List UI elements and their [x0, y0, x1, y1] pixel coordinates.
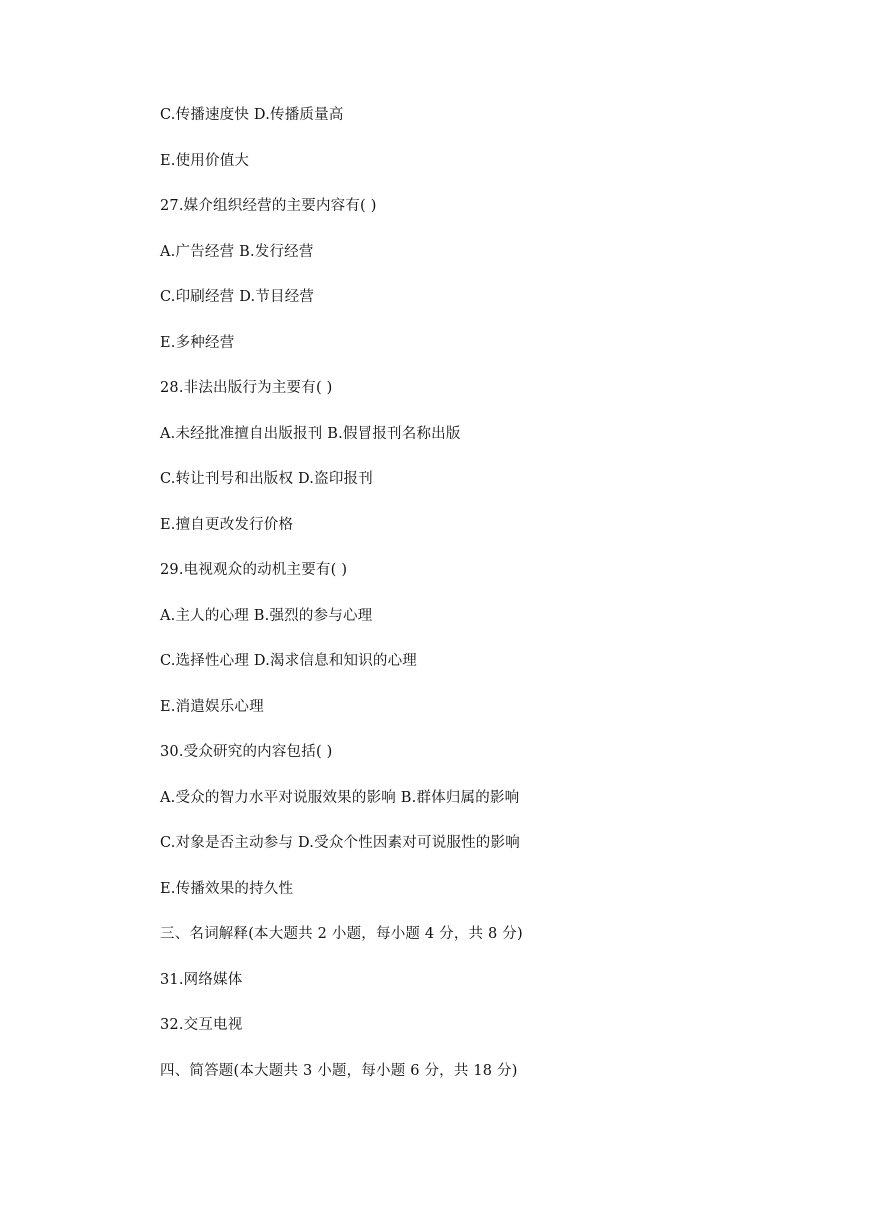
option-line-a-b-q30: A.受众的智力水平对说服效果的影响 B.群体归属的影响 [160, 790, 520, 806]
option-line-a-b-q28: A.未经批准擅自出版报刊 B.假冒报刊名称出版 [160, 426, 461, 442]
option-line-c-d-q30: C.对象是否主动参与 D.受众个性因素对可说服性的影响 [160, 835, 520, 851]
option-line-c-d-q28: C.转让刊号和出版权 D.盗印报刊 [160, 471, 373, 487]
question-27: 27.媒介组织经营的主要内容有( ) [160, 198, 377, 214]
question-29: 29.电视观众的动机主要有( ) [160, 562, 348, 578]
option-line-c-d-q26: C.传播速度快 D.传播质量高 [160, 107, 344, 123]
option-line-e-q26: E.使用价值大 [160, 153, 250, 169]
section-heading-4: 四、简答题(本大题共 3 小题，每小题 6 分，共 18 分) [160, 1063, 518, 1079]
option-line-e-q27: E.多种经营 [160, 335, 235, 351]
option-line-a-b-q29: A.主人的心理 B.强烈的参与心理 [160, 608, 373, 624]
option-line-a-b-q27: A.广告经营 B.发行经营 [160, 244, 314, 260]
option-line-c-d-q27: C.印刷经营 D.节目经营 [160, 289, 315, 305]
question-28: 28.非法出版行为主要有( ) [160, 380, 333, 396]
question-32: 32.交互电视 [160, 1017, 243, 1033]
option-line-e-q29: E.消遣娱乐心理 [160, 699, 264, 715]
question-31: 31.网络媒体 [160, 972, 243, 988]
option-line-e-q28: E.擅自更改发行价格 [160, 517, 294, 533]
section-heading-3: 三、名词解释(本大题共 2 小题，每小题 4 分，共 8 分) [160, 926, 523, 942]
question-30: 30.受众研究的内容包括( ) [160, 744, 333, 760]
option-line-c-d-q29: C.选择性心理 D.渴求信息和知识的心理 [160, 653, 418, 669]
option-line-e-q30: E.传播效果的持久性 [160, 881, 294, 897]
